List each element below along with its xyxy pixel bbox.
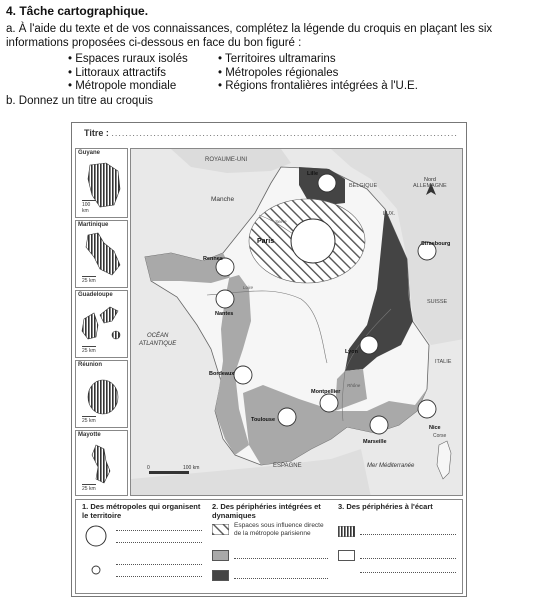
metropole-toulouse[interactable] <box>278 408 296 426</box>
city-lille: Lille <box>307 171 319 177</box>
inset-reunion <box>75 360 128 428</box>
option-item: • Métropole mondiale <box>68 80 177 92</box>
city-nantes: Nantes <box>215 311 234 317</box>
legend-white-swatch <box>338 550 355 561</box>
legend-col-2-title: 2. Des périphéries intégrées et dynamiques <box>212 502 321 520</box>
inset-label: Mayotte <box>78 432 101 438</box>
answer-line[interactable] <box>360 558 456 559</box>
task-title: 4. Tâche cartographique. <box>6 4 149 18</box>
label-mer: Mer Méditerranée <box>367 463 415 469</box>
legend-metro-symbols <box>84 524 110 584</box>
label-uk: ROYAUME-UNI <box>205 157 248 163</box>
answer-line[interactable] <box>116 576 202 577</box>
metropole-bordeaux[interactable] <box>234 366 252 384</box>
inset-label: Martinique <box>78 222 109 228</box>
inset-guadeloupe <box>75 290 128 358</box>
inset-scale: 100 km <box>82 200 96 214</box>
croquis-title-line[interactable] <box>84 128 458 138</box>
legend-grey-swatch <box>212 550 229 561</box>
label-rhone: Rhône <box>347 383 361 388</box>
label-ocean-1: OCÉAN <box>147 333 169 339</box>
legend-vstripe-swatch <box>338 526 355 537</box>
exercise-header <box>6 4 536 108</box>
france-map-svg <box>131 149 463 496</box>
city-marseille: Marseille <box>363 439 387 445</box>
label-espagne: ESPAGNE <box>273 463 302 469</box>
label-lux: LUX. <box>383 211 396 217</box>
legend-dark-swatch <box>212 570 229 581</box>
label-allemagne: ALLEMAGNE <box>413 183 447 189</box>
metropole-paris[interactable] <box>291 219 335 263</box>
inset-mayotte <box>75 430 128 496</box>
option-item: • Métropoles régionales <box>218 66 339 79</box>
label-seine: Seine <box>275 219 287 224</box>
corse-shape <box>437 441 451 479</box>
label-loire: Loire <box>243 285 254 290</box>
metropole-lille[interactable] <box>318 174 336 192</box>
answer-line[interactable] <box>116 542 202 543</box>
overseas-insets <box>75 148 128 496</box>
city-lyon: Lyon <box>345 349 358 355</box>
inset-martinique <box>75 220 128 288</box>
croquis-legend <box>75 499 463 594</box>
city-nice: Nice <box>429 425 441 431</box>
label-belgique: BELGIQUE <box>349 183 378 189</box>
answer-line[interactable] <box>234 578 328 579</box>
option-item: • Littoraux attractifs <box>68 66 166 79</box>
label-scale-0: 0 <box>147 465 150 471</box>
label-manche: Manche <box>211 196 235 203</box>
city-strasbourg: Strasbourg <box>421 241 451 247</box>
title-label: Titre : <box>84 128 109 138</box>
answer-line[interactable] <box>360 572 456 573</box>
label-suisse: SUISSE <box>427 299 448 305</box>
label-italie: ITALIE <box>435 359 452 365</box>
question-a: a. À l'aide du texte et de vos connaissances, complétez la légende du croquis en plaçant les six informations proposées ci-dessous en face du bon figuré : <box>6 23 493 49</box>
city-bordeaux: Bordeaux <box>209 371 235 377</box>
metropole-montpellier[interactable] <box>320 394 338 412</box>
label-ocean-2: ATLANTIQUE <box>139 341 177 347</box>
title-dots: ................................................................................................... <box>111 128 458 138</box>
inset-scale: 25 km <box>82 278 96 284</box>
legend-col-3-title: 3. Des périphéries à l'écart <box>338 502 433 511</box>
answer-line[interactable] <box>234 558 328 559</box>
options-list <box>68 53 536 94</box>
inset-scale: 25 km <box>82 348 96 354</box>
option-item: • Régions frontalières intégrées à l'U.E. <box>218 80 418 92</box>
inset-guyane <box>75 148 128 218</box>
metropole-nantes[interactable] <box>216 290 234 308</box>
answer-line[interactable] <box>360 534 456 535</box>
label-corse: Corse <box>433 433 447 439</box>
city-rennes: Rennes <box>203 256 223 262</box>
metropole-nice[interactable] <box>418 400 436 418</box>
inset-label: Réunion <box>78 362 102 368</box>
inset-scale: 25 km <box>82 418 96 424</box>
option-item: • Territoires ultramarins <box>218 53 336 65</box>
legend-col-1-title: 1. Des métropoles qui organisent le territoire <box>82 502 201 520</box>
city-toulouse: Toulouse <box>251 417 276 423</box>
inset-scale: 25 km <box>82 486 96 492</box>
metropole-lyon[interactable] <box>360 336 378 354</box>
legend-hatch-label: Espaces sous influence directe de la métropole parisienne <box>234 522 324 537</box>
answer-line[interactable] <box>116 530 202 531</box>
city-montpellier: Montpellier <box>311 389 341 395</box>
inset-label: Guyane <box>78 150 101 156</box>
option-item: • Espaces ruraux isolés <box>68 53 188 65</box>
map-scale-bar <box>149 471 189 474</box>
france-map <box>130 148 463 496</box>
croquis-frame <box>71 122 467 597</box>
label-nord: Nord <box>424 177 436 183</box>
answer-line[interactable] <box>116 564 202 565</box>
metropole-marseille[interactable] <box>370 416 388 434</box>
city-paris: Paris <box>257 238 275 245</box>
label-scale-100: 100 km <box>183 465 200 471</box>
inset-label: Guadeloupe <box>78 292 113 298</box>
question-b: b. Donnez un titre au croquis <box>6 94 154 107</box>
legend-hatch-swatch <box>212 524 229 535</box>
